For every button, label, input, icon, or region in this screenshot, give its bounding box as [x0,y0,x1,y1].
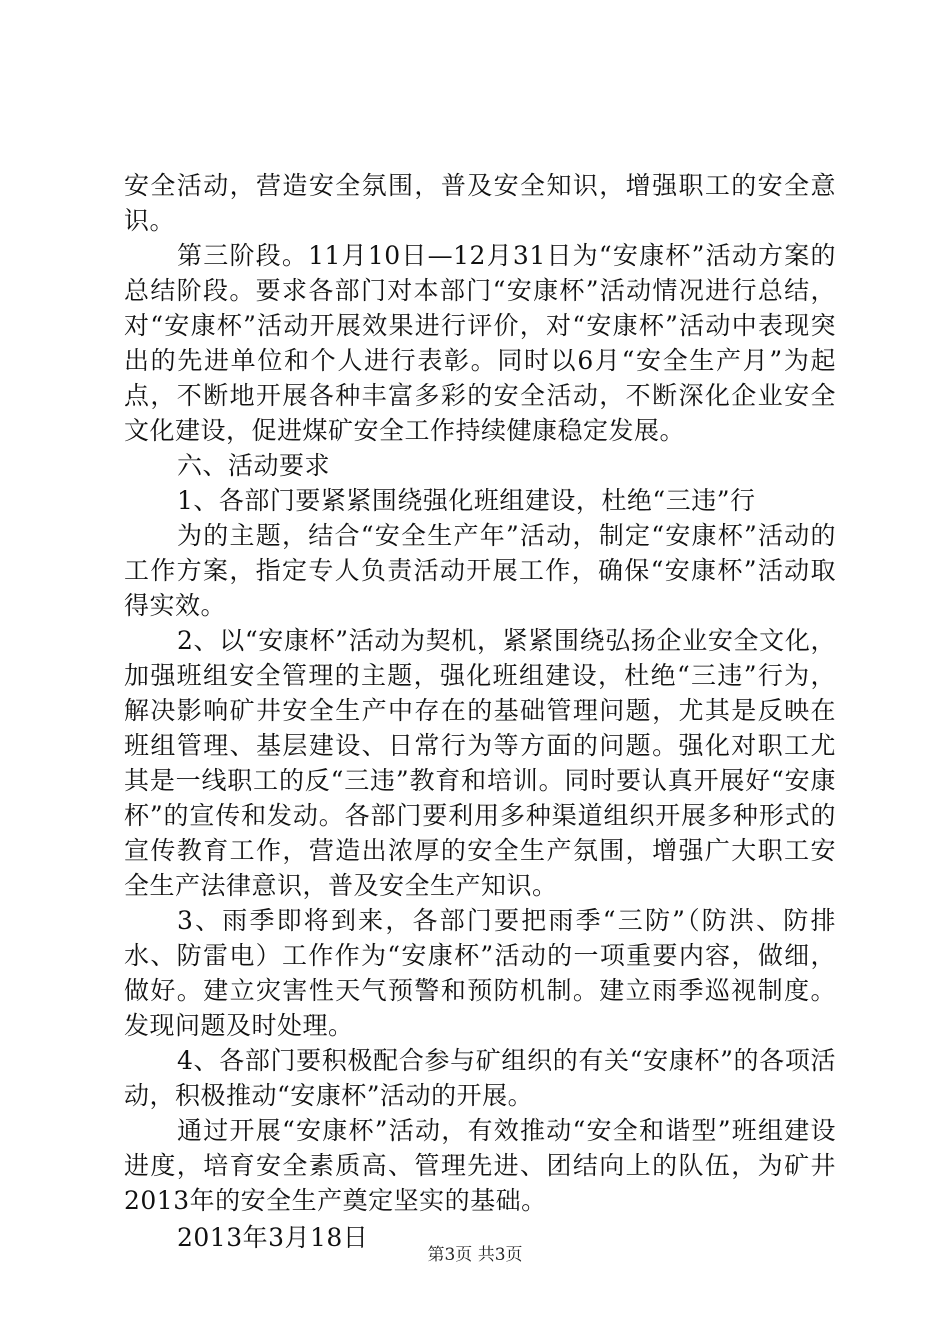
requirement-1-heading: 1、各部门要紧紧围绕强化班组建设，杜绝“三违”行 [177,486,756,515]
document-body [124,168,836,1255]
requirement-2: 2、以“安康杯”活动为契机，紧紧围绕弘扬企业安全文化，加强班组安全管理的主题，强化班组建设，杜绝“三违”行为，解决影响矿井安全生产中存在的基础管理问题，尤其是反映在班组管理、基层建设、日常行为等方面的问题。强化对职工尤其是一线职工的反“三违”教育和培训。同时要认真开展好“安康杯”的宣传和发动。各部门要利用多种渠道组织开展多种形式的宣传教育工作，营造出浓厚的安全生产氛围，增强广大职工安全生产法律意识，普及安全生产知识。 [124,626,836,900]
requirement-3: 3、雨季即将到来，各部门要把雨季“三防”（防洪、防排水、防雷电）工作作为“安康杯”活动的一项重要内容，做细，做好。建立灾害性天气预警和预防机制。建立雨季巡视制度。发现问题及时处理。 [124,906,836,1040]
section-heading-requirements: 六、活动要求 [177,451,331,480]
paragraph-stage-three: 第三阶段。11月10日—12月31日为“安康杯”活动方案的总结阶段。要求各部门对本部门“安康杯”活动情况进行总结，对“安康杯”活动开展效果进行评价，对“安康杯”活动中表现突出的先进单位和个人进行表彰。同时以6月“安全生产月”为起点，不断地开展各种丰富多彩的安全活动，不断深化企业安全文化建设，促进煤矿安全工作持续健康稳定发展。 [124,241,836,445]
conclusion-paragraph: 通过开展“安康杯”活动，有效推动“安全和谐型”班组建设进度，培育安全素质高、管理先进、团结向上的队伍，为矿井2013年的安全生产奠定坚实的基础。 [124,1116,836,1215]
paragraph-continuation: 安全活动，营造安全氛围，普及安全知识，增强职工的安全意识。 [124,171,836,235]
page-footer: 第3页 共3页 [427,1245,523,1265]
document-date: 2013年3月18日 [177,1223,369,1252]
requirement-1-body: 为的主题，结合“安全生产年”活动，制定“安康杯”活动的工作方案，指定专人负责活动开展工作，确保“安康杯”活动取得实效。 [124,521,836,620]
requirement-4: 4、各部门要积极配合参与矿组织的有关“安康杯”的各项活动，积极推动“安康杯”活动的开展。 [124,1046,836,1110]
